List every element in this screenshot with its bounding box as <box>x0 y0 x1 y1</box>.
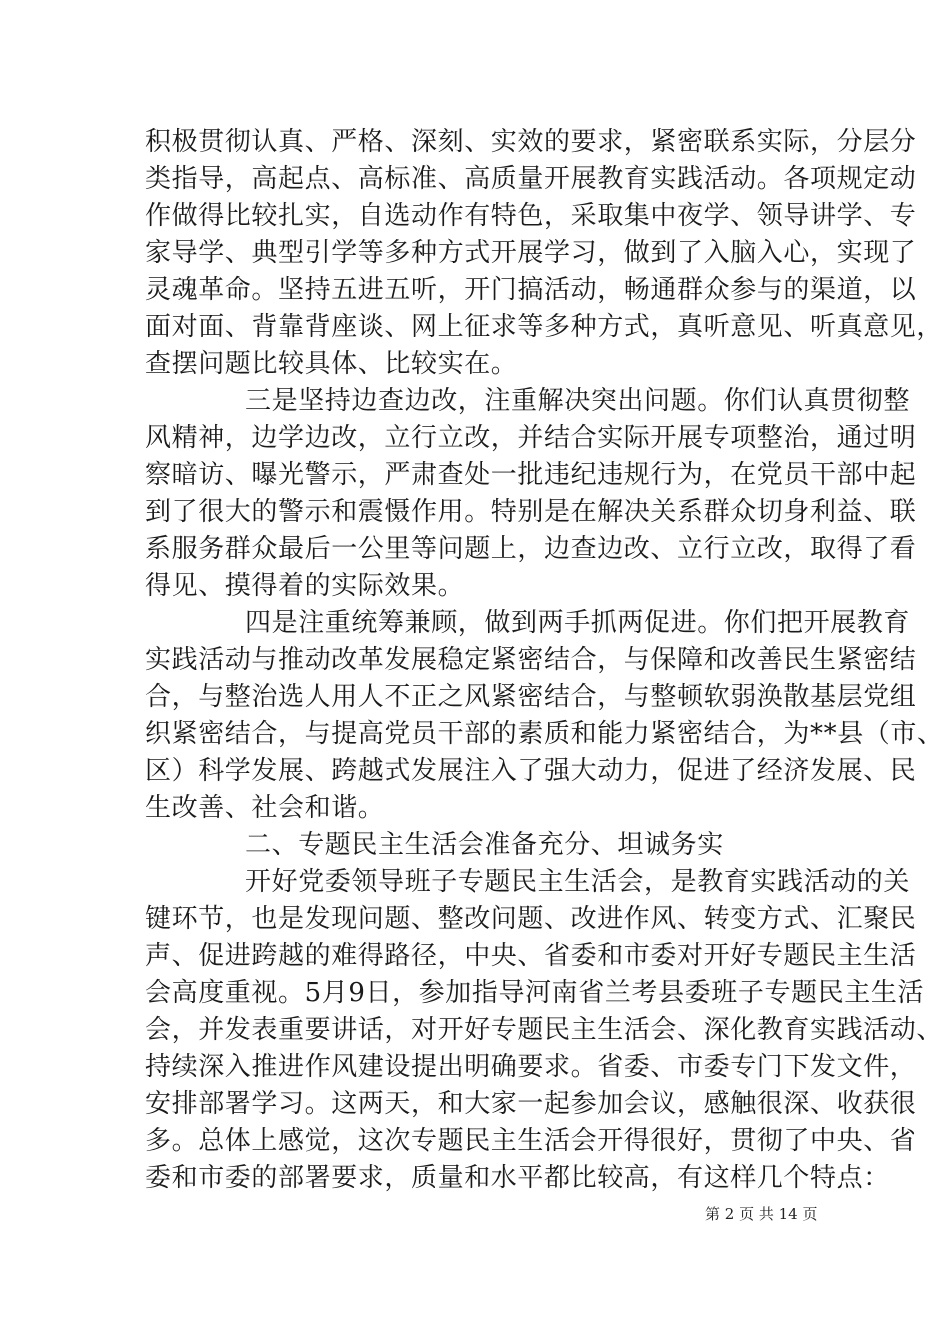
body-text-line: 系服务群众最后一公里等问题上，边查边改、立行立改，取得了看 <box>145 534 917 564</box>
body-text-line: 区）科学发展、跨越式发展注入了强大动力，促进了经济发展、民 <box>145 756 917 786</box>
body-text-line: 合，与整治选人用人不正之风紧密结合，与整顿软弱涣散基层党组 <box>145 682 917 712</box>
body-text-line: 生改善、社会和谐。 <box>145 793 385 823</box>
body-text-line: 声、促进跨越的难得路径，中央、省委和市委对开好专题民主生活 <box>145 941 917 971</box>
body-text-line: 查摆问题比较具体、比较实在。 <box>145 349 518 379</box>
body-text-line: 风精神，边学边改，立行立改，并结合实际开展专项整治，通过明 <box>145 423 917 453</box>
body-text-line: 作做得比较扎实，自选动作有特色，采取集中夜学、领导讲学、专 <box>145 201 917 231</box>
body-text-line: 到了很大的警示和震慑作用。特别是在解决关系群众切身利益、联 <box>145 497 917 527</box>
body-text-line: 家导学、典型引学等多种方式开展学习，做到了入脑入心，实现了 <box>145 238 917 268</box>
body-text-line: 得见、摸得着的实际效果。 <box>145 571 465 601</box>
body-text-line: 织紧密结合，与提高党员干部的素质和能力紧密结合，为**县（市、 <box>145 719 944 749</box>
section-heading: 二、专题民主生活会准备充分、坦诚务实 <box>245 830 724 860</box>
body-text-line: 安排部署学习。这两天，和大家一起参加会议，感触很深、收获很 <box>145 1089 917 1119</box>
body-text-line: 持续深入推进作风建设提出明确要求。省委、市委专门下发文件， <box>145 1052 917 1082</box>
paragraph-first-line: 三是坚持边查边改，注重解决突出问题。你们认真贯彻整 <box>245 386 911 416</box>
body-text-line: 实践活动与推动改革发展稳定紧密结合，与保障和改善民生紧密结 <box>145 645 917 675</box>
body-text-line: 键环节，也是发现问题、整改问题、改进作风、转变方式、汇聚民 <box>145 904 917 934</box>
body-text-line: 积极贯彻认真、严格、深刻、实效的要求，紧密联系实际，分层分 <box>145 127 917 157</box>
body-text-line: 委和市委的部署要求，质量和水平都比较高，有这样几个特点： <box>145 1163 890 1193</box>
body-text-line: 会高度重视。5月9日，参加指导河南省兰考县委班子专题民主生活 <box>145 978 925 1008</box>
paragraph-first-line: 开好党委领导班子专题民主生活会，是教育实践活动的关 <box>245 867 911 897</box>
body-text-line: 会，并发表重要讲话，对开好专题民主生活会、深化教育实践活动、 <box>145 1015 944 1045</box>
body-text-line: 类指导，高起点、高标准、高质量开展教育实践活动。各项规定动 <box>145 164 917 194</box>
body-text-line: 面对面、背靠背座谈、网上征求等多种方式，真听意见、听真意见， <box>145 312 944 342</box>
page-number-footer: 第 2 页 共 14 页 <box>705 1205 818 1223</box>
body-text-line: 灵魂革命。坚持五进五听，开门搞活动，畅通群众参与的渠道，以 <box>145 275 917 305</box>
body-text-line: 察暗访、曝光警示，严肃查处一批违纪违规行为，在党员干部中起 <box>145 460 917 490</box>
body-text-line: 多。总体上感觉，这次专题民主生活会开得很好，贯彻了中央、省 <box>145 1126 917 1156</box>
paragraph-first-line: 四是注重统筹兼顾，做到两手抓两促进。你们把开展教育 <box>245 608 911 638</box>
